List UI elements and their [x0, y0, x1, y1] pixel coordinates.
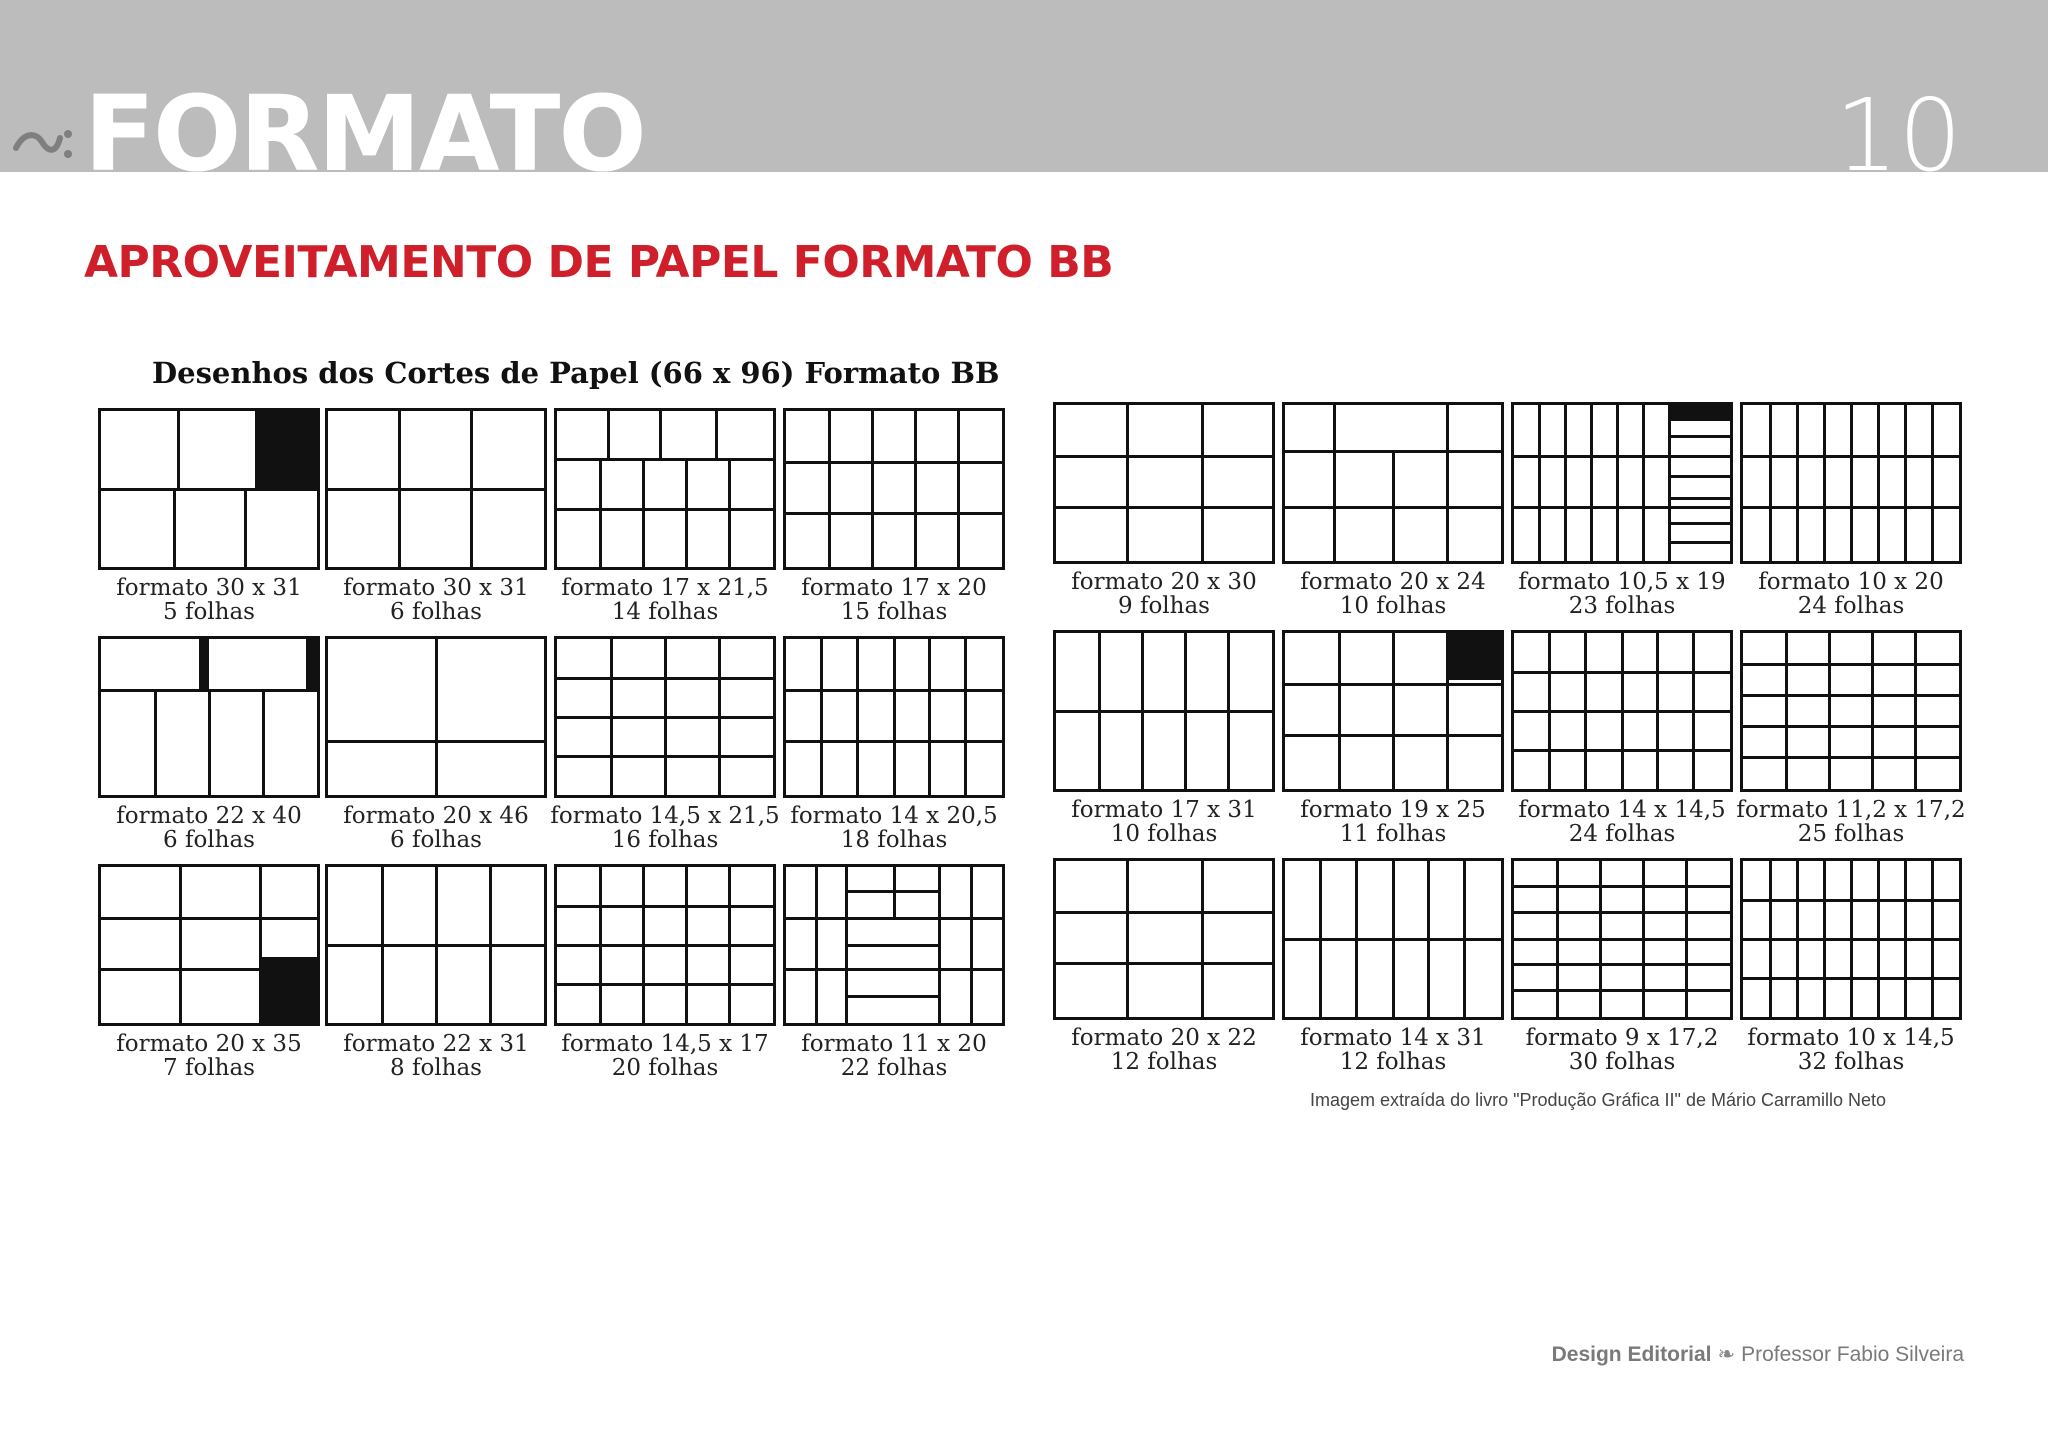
cut-line — [1914, 633, 1917, 789]
cut-line — [435, 639, 438, 795]
cut-line — [970, 867, 973, 1023]
cut-line — [208, 690, 211, 795]
cut-line — [1743, 663, 1959, 666]
cut-diagram — [1053, 630, 1275, 792]
cut-format-label: formato 20 x 46 — [343, 803, 529, 829]
cut-line — [1392, 633, 1395, 789]
cut-sheets-label: 16 folhas — [611, 827, 719, 853]
cut-sheets-label: 12 folhas — [1110, 1049, 1218, 1075]
cut-format-label: formato 22 x 40 — [116, 803, 302, 829]
cut-line — [1514, 989, 1730, 992]
cut-line — [173, 489, 176, 567]
cut-sheets-label: 30 folhas — [1568, 1049, 1676, 1075]
footer-professor: Professor Fabio Silveira — [1741, 1343, 1964, 1366]
cut-line — [1056, 962, 1272, 965]
cut-diagram — [1282, 858, 1504, 1020]
cut-line — [1743, 756, 1959, 759]
cut-line — [1446, 405, 1449, 561]
cut-line — [1126, 405, 1129, 561]
cut-line — [1743, 506, 1959, 509]
page-number: 10 — [1834, 86, 1962, 172]
cut-line — [328, 944, 544, 947]
cut-line — [871, 411, 874, 567]
cut-line — [1126, 861, 1129, 1017]
cut-diagram — [1053, 858, 1275, 1020]
page-subtitle: APROVEITAMENTO DE PAPEL FORMATO BB — [84, 237, 1114, 288]
cut-sheets-label: 23 folhas — [1568, 593, 1676, 619]
cut-line — [1904, 405, 1907, 561]
cut-line — [1514, 710, 1730, 713]
cut-format-label: formato 17 x 20 — [801, 575, 987, 601]
cut-format-label: formato 19 x 25 — [1300, 797, 1486, 823]
cut-sheets-label: 15 folhas — [840, 599, 948, 625]
cut-line — [262, 690, 265, 795]
cut-line — [820, 639, 823, 795]
cut-line — [1201, 861, 1204, 1017]
cut-line — [101, 917, 317, 920]
cut-line — [786, 689, 1002, 692]
waste-area — [306, 639, 317, 690]
cut-line — [557, 508, 773, 511]
cut-sheets-label: 22 folhas — [840, 1055, 948, 1081]
cut-format-label: formato 30 x 31 — [116, 575, 302, 601]
cut-diagram — [783, 864, 1005, 1026]
cut-line — [1796, 405, 1799, 561]
cut-line — [1670, 497, 1730, 500]
cut-format-label: formato 11,2 x 17,2 — [1736, 797, 1966, 823]
cut-line — [1743, 694, 1959, 697]
cut-line — [728, 459, 731, 567]
tilde-colon-logo-icon — [12, 118, 74, 168]
cut-line — [1743, 455, 1959, 458]
cut-sheets-label: 24 folhas — [1568, 821, 1676, 847]
cut-diagram — [98, 408, 320, 570]
cut-diagram — [1511, 858, 1733, 1020]
cut-line — [557, 944, 773, 947]
cut-format-label: formato 14 x 14,5 — [1518, 797, 1726, 823]
cut-line — [599, 459, 602, 567]
cut-line — [928, 639, 931, 795]
cut-line — [557, 677, 773, 680]
cut-line — [179, 867, 182, 1023]
cut-line — [1514, 455, 1730, 458]
cut-line — [1743, 899, 1959, 902]
cut-line — [328, 488, 544, 491]
cut-line — [1823, 405, 1826, 561]
cut-line — [557, 755, 773, 758]
cut-format-label: formato 10 x 14,5 — [1747, 1025, 1955, 1051]
fleuron-icon: ❧ — [1717, 1343, 1736, 1366]
waste-area — [257, 411, 317, 489]
figure-title: Desenhos dos Cortes de Papel (66 x 96) Formato BB — [152, 356, 1000, 390]
cut-diagram — [1511, 630, 1733, 792]
cut-line — [1056, 455, 1272, 458]
cut-line — [1616, 405, 1619, 561]
cut-line — [846, 890, 939, 893]
cut-diagram — [1740, 402, 1962, 564]
cut-sheets-label: 7 folhas — [163, 1055, 255, 1081]
cut-sheets-label: 14 folhas — [611, 599, 719, 625]
cut-line — [786, 461, 1002, 464]
cut-line — [642, 459, 645, 567]
cut-sheets-label: 24 folhas — [1797, 593, 1905, 619]
waste-area — [200, 639, 209, 690]
cut-format-label: formato 20 x 24 — [1300, 569, 1486, 595]
cut-sheets-label: 20 folhas — [611, 1055, 719, 1081]
cut-diagram — [554, 408, 776, 570]
cut-diagram — [325, 408, 547, 570]
cut-line — [1590, 405, 1593, 561]
cut-sheets-label: 18 folhas — [840, 827, 948, 853]
cut-format-label: formato 22 x 31 — [343, 1031, 529, 1057]
cut-line — [1538, 405, 1541, 561]
cut-line — [1785, 633, 1788, 789]
cut-line — [607, 411, 610, 459]
cut-diagram — [1740, 630, 1962, 792]
cut-line — [1514, 506, 1730, 509]
footer — [1552, 1342, 1964, 1367]
cut-line — [1670, 435, 1730, 438]
cut-line — [177, 411, 180, 489]
cut-line — [685, 459, 688, 567]
image-credit: Imagem extraída do livro "Produção Gráfica II" de Mário Carramillo Neto — [1310, 1090, 1887, 1110]
cut-sheets-label: 9 folhas — [1118, 593, 1210, 619]
cut-line — [1668, 405, 1671, 561]
cut-format-label: formato 20 x 35 — [116, 1031, 302, 1057]
cut-diagram — [1053, 402, 1275, 564]
cut-line — [1056, 911, 1272, 914]
cut-diagram — [1740, 858, 1962, 1020]
cut-diagram — [783, 408, 1005, 570]
cut-format-label: formato 14 x 20,5 — [790, 803, 998, 829]
cut-format-label: formato 14 x 31 — [1300, 1025, 1486, 1051]
cut-line — [1877, 405, 1880, 561]
cut-diagram — [1282, 402, 1504, 564]
cut-format-label: formato 10,5 x 19 — [1518, 569, 1726, 595]
cut-line — [786, 740, 1002, 743]
cut-diagram — [783, 636, 1005, 798]
cut-format-label: formato 17 x 21,5 — [561, 575, 769, 601]
cut-line — [1514, 671, 1730, 674]
cut-line — [1056, 710, 1272, 713]
cut-format-label: formato 30 x 31 — [343, 575, 529, 601]
cut-sheets-label: 8 folhas — [390, 1055, 482, 1081]
cut-line — [1871, 633, 1874, 789]
cut-format-label: formato 20 x 22 — [1071, 1025, 1257, 1051]
cut-line — [1514, 885, 1730, 888]
cut-line — [815, 867, 818, 1023]
cut-line — [1514, 749, 1730, 752]
cut-diagram — [98, 864, 320, 1026]
cut-line — [557, 905, 773, 908]
cut-line — [1670, 541, 1730, 544]
cut-diagram — [554, 636, 776, 798]
cut-line — [1285, 506, 1501, 509]
cut-sheets-label: 5 folhas — [163, 599, 255, 625]
cut-line — [856, 639, 859, 795]
waste-area — [261, 957, 317, 1023]
cut-line — [557, 458, 773, 461]
cut-line — [846, 944, 939, 947]
cut-line — [893, 639, 896, 795]
cut-line — [964, 639, 967, 795]
cut-sheets-label: 32 folhas — [1797, 1049, 1905, 1075]
cut-diagram — [325, 864, 547, 1026]
cut-format-label: formato 10 x 20 — [1758, 569, 1944, 595]
cut-line — [828, 411, 831, 567]
cut-line — [328, 740, 544, 743]
cut-format-label: formato 14,5 x 21,5 — [550, 803, 780, 829]
cut-line — [1514, 938, 1730, 941]
cut-line — [1743, 938, 1959, 941]
waste-area — [1447, 633, 1501, 680]
cut-line — [957, 411, 960, 567]
cut-diagram — [1511, 402, 1733, 564]
cut-line — [1828, 633, 1831, 789]
cut-line — [1285, 450, 1501, 453]
cut-line — [715, 411, 718, 459]
cut-format-label: formato 20 x 30 — [1071, 569, 1257, 595]
cut-line — [1285, 938, 1501, 941]
cut-line — [1564, 405, 1567, 561]
cut-line — [557, 716, 773, 719]
cut-sheets-label: 11 folhas — [1339, 821, 1447, 847]
header-bar — [0, 0, 2048, 172]
cut-line — [786, 512, 1002, 515]
cut-line — [1850, 405, 1853, 561]
cut-sheets-label: 6 folhas — [390, 599, 482, 625]
cut-line — [1670, 522, 1730, 525]
cut-line — [1056, 506, 1272, 509]
cut-line — [557, 983, 773, 986]
cut-line — [1743, 725, 1959, 728]
footer-course: Design Editorial — [1551, 1343, 1712, 1366]
cut-diagram — [554, 864, 776, 1026]
cut-line — [846, 995, 939, 998]
cut-line — [244, 489, 247, 567]
cut-diagram — [1282, 630, 1504, 792]
cut-line — [1514, 963, 1730, 966]
cut-line — [1338, 633, 1341, 789]
cut-format-label: formato 11 x 20 — [801, 1031, 987, 1057]
cut-line — [659, 411, 662, 459]
cut-line — [1769, 405, 1772, 561]
cut-diagram — [325, 636, 547, 798]
cut-format-label: formato 14,5 x 17 — [561, 1031, 769, 1057]
cut-line — [1201, 405, 1204, 561]
cut-line — [1743, 977, 1959, 980]
cut-format-label: formato 17 x 31 — [1071, 797, 1257, 823]
cut-line — [154, 690, 157, 795]
cut-sheets-label: 10 folhas — [1339, 593, 1447, 619]
cut-sheets-label: 25 folhas — [1797, 821, 1905, 847]
cut-sheets-label: 6 folhas — [163, 827, 255, 853]
cut-sheets-label: 10 folhas — [1110, 821, 1218, 847]
cut-line — [1670, 475, 1730, 478]
cut-line — [1931, 405, 1934, 561]
cut-line — [1514, 911, 1730, 914]
cut-line — [914, 411, 917, 567]
cut-format-label: formato 9 x 17,2 — [1525, 1025, 1719, 1051]
cut-line — [1333, 405, 1336, 561]
cut-diagram — [98, 636, 320, 798]
section-title: FORMATO — [84, 82, 645, 172]
cut-line — [1642, 405, 1645, 561]
cut-sheets-label: 6 folhas — [390, 827, 482, 853]
waste-area — [1670, 405, 1730, 421]
cut-sheets-label: 12 folhas — [1339, 1049, 1447, 1075]
